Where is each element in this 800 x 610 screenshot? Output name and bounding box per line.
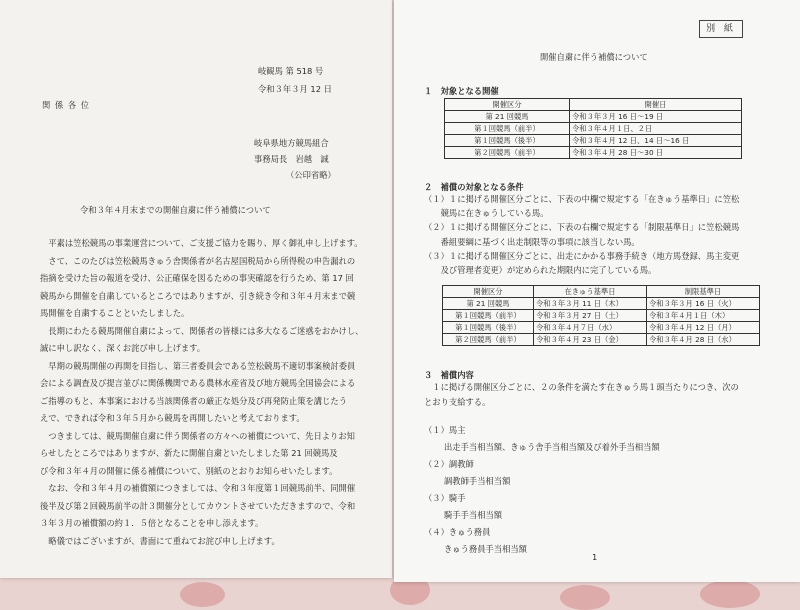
table-cell: 令和３年４月１日、２日: [570, 123, 742, 135]
table-cell: 令和３年４月 23 日（金）: [534, 334, 647, 346]
cover-letter-page: [0, 0, 392, 578]
fabric-pattern: [560, 585, 610, 610]
col-header: 開催区分: [445, 99, 570, 111]
table-cell: 第２回競馬（前半）: [443, 334, 534, 346]
section2-conditions: [424, 192, 739, 277]
condition-line: （２）１に掲げる開催区分ごとに、下表の右欄で規定する「制限基準日」に笠松競馬: [424, 222, 740, 233]
item-label: （３）騎手: [424, 493, 466, 503]
body-line: つきましては、競馬開催自粛に伴う関係者の方々への補償について、先日よりお知: [40, 430, 355, 441]
col-header: 在きゅう基準日: [534, 286, 647, 298]
body-line: なお、令和３年４月の補償額につきましては、令和３年度第１回競馬前半、同開催: [40, 483, 356, 493]
intro-line: とおり支給する。: [424, 397, 491, 407]
attachment-page: [394, 0, 800, 582]
table-cell: 令和３年３月 11 日（木）: [534, 298, 647, 310]
section3-intro: [424, 380, 739, 410]
table-cell: 令和３年３月 27 日（土）: [534, 310, 647, 322]
doc-number: 岐観馬 第 518 号: [258, 66, 324, 76]
item-detail: 調教師手当相当額: [444, 476, 511, 486]
item-label: （１）馬主: [424, 425, 466, 435]
body-line: らせしたところではありますが、新たに開催自粛といたしました第 21 回競馬及: [40, 448, 338, 458]
table-cell: 令和３年３月 16 日～19 日: [570, 111, 742, 123]
table-cell: 第 21 回競馬: [443, 298, 534, 310]
table-cell: 令和３年４月 28 日～30 日: [570, 147, 742, 159]
col-header: 制限基準日: [647, 286, 760, 298]
item-detail: 騎手手当相当額: [444, 510, 503, 520]
table-row: [445, 111, 742, 123]
item-label: （２）調教師: [424, 459, 474, 469]
table-row: [445, 123, 742, 135]
recipient: 関 係 各 位: [42, 100, 91, 110]
body-line: えで、できれば令和３年５月から競馬を再開したいと考えております。: [40, 413, 305, 423]
body-line: 早期の競馬開催の再開を目指し、第三者委員会である笠松競馬不適切事案検討委員: [40, 360, 356, 371]
body-line: 会による調査及び提言並びに関係機関である農林水産省及び地方競馬全国協会による: [40, 378, 356, 388]
condition-line: （１）１に掲げる開催区分ごとに、下表の中欄で規定する「在きゅう基準日」に笠松: [424, 194, 740, 204]
body-line: 平素は笠松競馬の事業運営について、ご支援ご協力を賜り、厚く御礼申し上げます。: [40, 238, 363, 248]
table-cell: 第１回競馬（後半）: [443, 322, 534, 334]
seal-note: （公印省略）: [286, 170, 336, 180]
letter-body: [40, 235, 363, 550]
body-line: ご指導のもと、本事案における当該関係者の厳正な処分及び再発防止策を講じたう: [40, 395, 347, 406]
fabric-pattern: [180, 582, 225, 607]
body-line: び令和３年４月の開催に係る補償について、別紙のとおりお知らせいたします。: [40, 465, 338, 476]
body-line: 競馬から開催を自粛しているところではありますが、引き続き令和３年４月末まで競: [40, 290, 356, 301]
page-number: 1: [592, 552, 598, 562]
table-cell: 第１回競馬（後半）: [445, 135, 570, 147]
col-header: 開催区分: [443, 286, 534, 298]
table-row: [443, 322, 760, 334]
sender-name: 事務局長 岩越 誠: [254, 154, 329, 164]
condition-line: 競馬に在きゅうしている馬。: [424, 208, 549, 219]
table-row: [443, 298, 760, 310]
condition-line: 及び管理者変更）が定められた期限内に完了している馬。: [424, 265, 657, 276]
condition-line: 番組要綱に基づく出走制限等の事項に該当しない馬。: [424, 236, 640, 247]
table-cell: 令和３年４月１日（木）: [647, 310, 760, 322]
body-line: 指摘を受けた旨の報道を受け、公正確保を図るための事実確認を行うため、第 17 回: [40, 273, 354, 283]
section2-heading: ２ 補償の対象となる条件: [424, 182, 524, 192]
fabric-pattern: [700, 580, 760, 608]
table-row: [445, 135, 742, 147]
body-line: 後半及び第２回競馬前半の計３開催分としてカウントさせていただきますので、令和: [40, 500, 356, 511]
table-cell: 第１回競馬（前半）: [445, 123, 570, 135]
table-cell: 令和３年４月 12 日、14 日～16 日: [570, 135, 742, 147]
table-cell: 令和３年４月７日（水）: [534, 322, 647, 334]
compensation-items: [424, 422, 660, 558]
table-cell: 令和３年４月 12 日（月）: [647, 322, 760, 334]
table-cell: 第１回競馬（前半）: [443, 310, 534, 322]
table-cell: 令和３年４月 28 日（水）: [647, 334, 760, 346]
attachment-label: 別 紙: [699, 20, 743, 38]
body-line: ３年３月の補償額の約１．５倍となることを申し添えます。: [40, 518, 264, 528]
table-cell: 第２回競馬（前半）: [445, 147, 570, 159]
body-line: さて、このたびは笠松競馬きゅう舎関係者が名古屋国税局から所得税の申告漏れの: [40, 255, 356, 266]
item-detail: 出走手当相当額、きゅう舎手当相当額及び着外手当相当額: [444, 442, 660, 452]
item-label: （４）きゅう務員: [424, 527, 491, 537]
col-header: 開催日: [570, 99, 742, 111]
table-cell: 令和３年３月 16 日（火）: [647, 298, 760, 310]
condition-line: （３）１に掲げる開催区分ごとに、出走にかかる事務手続き（地方馬登録、馬主変更: [424, 250, 740, 261]
base-date-table: [442, 285, 760, 346]
body-line: 略儀ではございますが、書面にて重ねてお詫び申し上げます。: [40, 535, 280, 546]
body-line: 長期にわたる競馬開催自粛によって、関係者の皆様には多大なるご迷惑をおかけし、: [40, 325, 364, 336]
table-row: [443, 310, 760, 322]
attachment-title: 開催自粛に伴う補償について: [540, 52, 648, 62]
section1-heading: １ 対象となる開催: [424, 86, 499, 96]
section3-heading: ３ 補償内容: [424, 370, 474, 380]
table-row: [445, 147, 742, 159]
sender-org: 岐阜県地方競馬組合: [254, 138, 329, 148]
item-detail: きゅう務員手当相当額: [444, 544, 527, 554]
body-line: 誠に申し訳なく、深くお詫び申し上げます。: [40, 343, 206, 353]
body-line: 馬開催を自粛することといたしました。: [40, 308, 190, 318]
intro-line: １に掲げる開催区分ごとに、２の条件を満たす在きゅう馬１頭当たりにつき、次の: [424, 382, 739, 392]
letter-title: 令和３年４月末までの開催自粛に伴う補償について: [80, 205, 271, 215]
schedule-table: [444, 98, 742, 159]
table-cell: 第 21 回競馬: [445, 111, 570, 123]
table-row: [443, 334, 760, 346]
doc-date: 令和３年３月 12 日: [258, 84, 332, 94]
